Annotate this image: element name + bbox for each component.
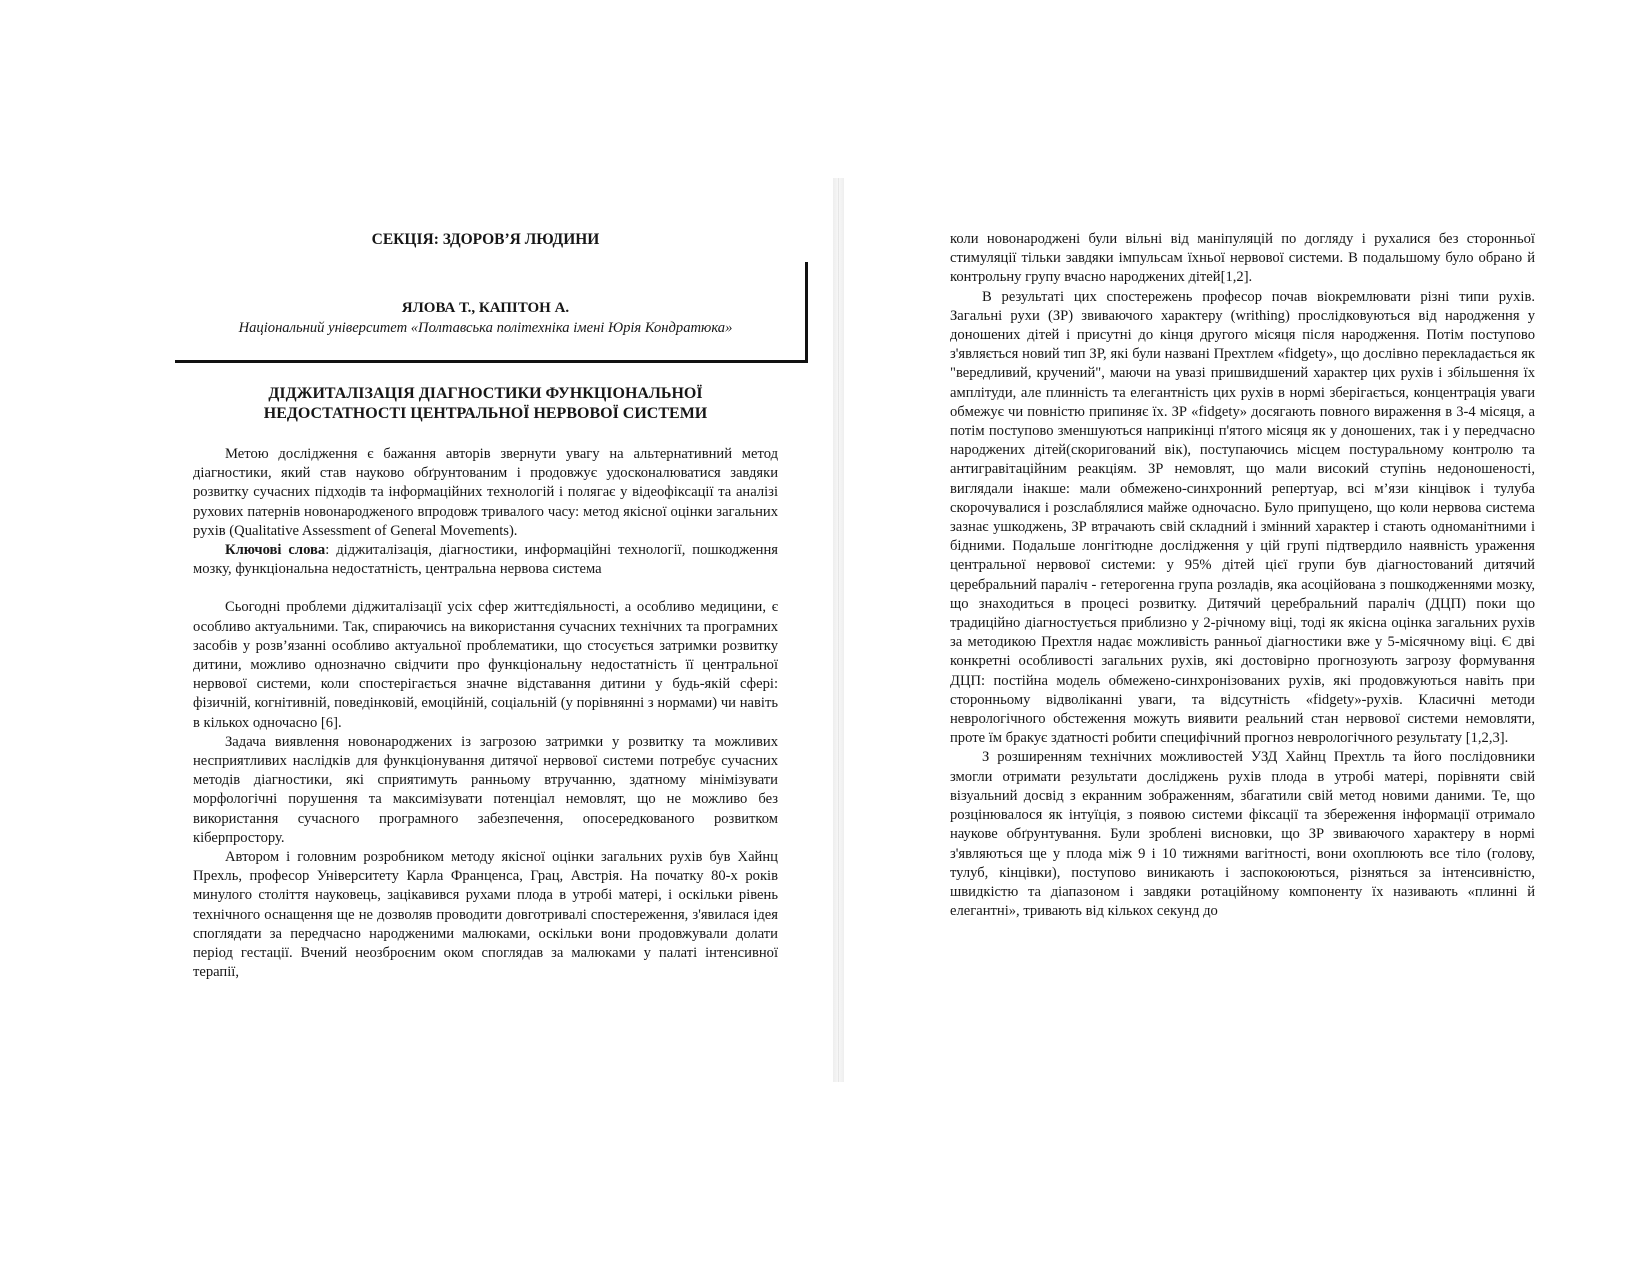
left-page-body (193, 445, 778, 982)
keywords-text: : діджиталізація, діагностики, информаційні технології, пошкодження мозку, функціональна недостатність, центральна нервова система (193, 542, 779, 578)
paragraph: Сьогодні проблеми діджиталізації усіх сфер життєдіяльності, а особливо медицини, є особливо актуальними. Так, спираючись на використання сучасних технічних та програмних засобів у розв’язанні особливо актуальної проблематики, що стосується затримки розвитку дитини, можливо однозначно свідчити про функціональну недостатність її центральної нервової системи, коли спостерігається значне відставання дитини у будь-якій сфері: фізичній, когнітивній, поведінковій, емоційній, соціальній (у порівнянні з нормами) чи навіть в кількох одночасно [6]. (193, 599, 778, 731)
article-title (193, 384, 778, 424)
affiliation: Національний університет «Полтавська політехніка імені Юрія Кондратюка» (238, 320, 733, 336)
paragraph: З розширенням технічних можливостей УЗД Хайнц Прехтль та його послідовники змогли отримати результати досліджень рухів плода в утробі матері, порівняти свій візуальний досвід з екранним зображенням, збагатили свій метод новими даними. Те, що розцінювалося як інтуїція, з появою системи фіксації та збереження інформації отримало наукове обґрунтування. Були зроблені висновки, що ЗР звиваючого характеру в нормі з'являються ще у плода між 9 і 10 тижнями вагітності, вони охоплюють все тіло (голову, тулуб, кінцівки), поступово виникають і заспокоюються, різняться за інтенсивністю, швидкістю та діапазоном і завдяки ротаційному компоненту їх називають «плинні й елегантні», тривають від кількох секунд до (950, 749, 1535, 920)
section-heading: СЕКЦІЯ: ЗДОРОВ’Я ЛЮДИНИ (371, 231, 600, 248)
left-page-header (193, 230, 778, 250)
paragraph: коли новонароджені були вільні від маніпуляцій по догляду і рухалися без сторонньої стимуляції тільки завдяки імпульсам їхньої нервової системи. В подальшому було обрано й контрольну групу вчасно народжених дітей[1,2]. (950, 231, 1535, 286)
title-line-2: НЕДОСТАТНОСТІ ЦЕНТРАЛЬНОЇ НЕРВОВОЇ СИСТЕМИ (263, 405, 708, 422)
title-line-1: ДІДЖИТАЛІЗАЦІЯ ДІАГНОСТИКИ ФУНКЦІОНАЛЬНОЇ (268, 385, 703, 402)
page-divider (833, 178, 844, 1082)
paragraph: Автором і головним розробником методу якісної оцінки загальних рухів був Хайнц Прехль, професор Університету Карла Франценса, Грац, Австрія. На початку 80-х років минулого століття науковець, зацікавився рухами плода в утробі матері, і оскільки рівень технічного оснащення ще не дозволяв проводити довготривалі спостереження, з'явилася ідея споглядати за передчасно народженими малюками, оскільки вони продовжували долати період гестації. Вчений неозброєним оком споглядав за малюками у палаті інтенсивної терапії, (193, 849, 778, 981)
authors: ЯЛОВА Т., КАПІТОН А. (401, 300, 570, 316)
paragraph: В результаті цих спостережень професор почав вiокремлювати різні типи рухів. Загальні рухи (ЗР) звиваючого характеру (writhing) прослідковуються від народження у доношених дітей і присутні до кінця другого місяця після народження. Потім поступово з'являється новий тип ЗР, які були названі Прехтлем «fidgety», що дослівно перекладається як "вередливий, кручений", маючи на увазі пришвидшений характер цих рухів і збільшення їх амплітуди, але плинність та елегантність цих рухів в нормі зберігається, концентрація уваги обмежує чи повністю припиняє їх. ЗР «fidgety» досягають повного вираження в 3-4 місяця, а потім поступово зменшуються наприкінці п'ятого місяця як у доношених, так і у передчасно народжених дітей(скоригований вік), поступаючись місцем постуральному контролю та антигравітаційним реакціям. ЗР немовлят, що мали високий ступінь недоношеності, виглядали інакше: мали обмежено-синхронний репертуар, всі м’язи кінцівок і тулуба скорочувалися і розслаблялися майже одночасно. Було припущено, що коли нервова система зазнає ушкоджень, ЗР втрачають свій складний і змінний характер і стають одноманітними і бідними. Подальше лонгітюдне дослідження у цій групі підтвердило наявність ураження центральної нервової системи: у 95% дітей цієї групи був діагностований дитячий церебральний параліч - гетерогенна група розладів, яка асоційована з пошкодженнями мозку, що знаходиться в процесі розвитку. Дитячий церебральний параліч (ДЦП) поки що традиційно діагностується приблизно у 2-річному віці, тоді як якісна оцінка загальних рухів за методикою Прехтля надає можливість ранньої діагностики вже у 5-місячному віці. Є дві конкретні особливості загальних рухів, які достовірно прогнозують загрозу формування ДЦП: постійна модель обмежено-синхронізованих рухів, які продовжуються навіть при сторонньому відволіканні уваги, та відсутність «fidgety»-рухів. Класичні методи неврологічного обстеження можуть виявити реальний стан нервової системи немовляти, проте їм бракує здатності робити специфічний прогноз неврологічного результату [1,2,3]. (950, 288, 1535, 747)
keywords (193, 541, 778, 579)
paragraph: Задача виявлення новонароджених із загрозою затримки у розвитку та можливих несприятливих наслідків для функціонування дитячої нервової системи потребує сучасних методів діагностики, які сприятимуть ранньому втручанню, здатному мінімізувати морфологічні порушення та максимізувати потенціал немовлят, що не можливо без використання сучасного програмного забезпечення, опосередкованого розвитком кіберпростору. (193, 733, 778, 846)
right-page-body (950, 230, 1535, 921)
abstract: Метою дослідження є бажання авторів звернути увагу на альтернативний метод діагностики, який став науково обґрунтованим і продовжує удосконалюватися завдяки розвитку сучасних підходів та інформаційних технологій і полягає у відеофіксації та аналізі рухових патернів новонародженого впродовж тривалого часу: метод якісної оцінки загальних рухів (Qualitative Assessment of General Movements). (193, 446, 778, 539)
keywords-label: Ключові слова (225, 542, 326, 559)
spacer (193, 579, 778, 598)
